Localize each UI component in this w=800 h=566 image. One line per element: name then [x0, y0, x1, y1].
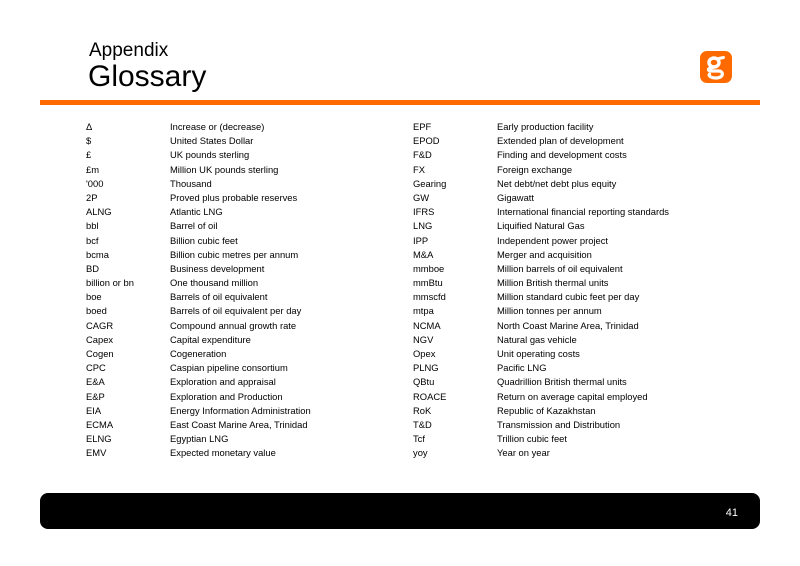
glossary-term: boed: [86, 305, 107, 317]
glossary-row: [413, 390, 669, 404]
page-title: Glossary: [88, 60, 207, 93]
glossary-term: RoK: [413, 404, 432, 416]
glossary-definition: Quadrillion British thermal units: [497, 376, 627, 388]
glossary-row: [86, 432, 311, 446]
glossary-row: [413, 262, 669, 276]
glossary-term: Opex: [413, 348, 436, 359]
glossary-row: [413, 134, 669, 148]
glossary-term: yoy: [413, 447, 428, 459]
glossary-definition: Increase or (decrease): [170, 121, 265, 132]
glossary-term: CAGR: [86, 319, 114, 331]
glossary-row: [86, 304, 311, 318]
glossary-term: FX: [413, 163, 425, 175]
glossary-term: ROACE: [413, 390, 447, 402]
glossary-term: Tcf: [413, 433, 425, 445]
glossary-term: bcma: [86, 248, 109, 260]
page-number: 41: [725, 507, 738, 519]
glossary-definition: UK pounds sterling: [170, 149, 250, 161]
glossary-row: [413, 219, 669, 233]
glossary-row: [413, 120, 669, 134]
glossary-definition: Unit operating costs: [497, 348, 580, 359]
glossary-definition: Expected monetary value: [170, 447, 276, 459]
glossary-row: [86, 134, 311, 148]
glossary-term: E&A: [86, 376, 105, 388]
glossary-definition: Cogeneration: [170, 348, 227, 359]
glossary-definition: One thousand million: [170, 277, 259, 289]
glossary-row: [413, 404, 669, 418]
glossary-row: [86, 234, 311, 248]
glossary-term: 2P: [86, 191, 98, 203]
glossary-row: [86, 418, 311, 432]
glossary-definition: Barrels of oil equivalent: [170, 291, 268, 303]
glossary-definition: Early production facility: [497, 121, 594, 132]
glossary-row: [413, 375, 669, 389]
glossary-row: [413, 276, 669, 290]
glossary-term: NGV: [413, 333, 434, 345]
glossary-row: [86, 347, 311, 361]
glossary-term: £m: [86, 163, 100, 175]
glossary-row: [413, 333, 669, 347]
glossary-definition: North Coast Marine Area, Trinidad: [497, 319, 639, 331]
glossary-row: [86, 361, 311, 375]
glossary-row: [413, 148, 669, 162]
glossary-row: [413, 361, 669, 375]
glossary-definition: Barrel of oil: [170, 220, 218, 232]
glossary-definition: Million standard cubic feet per day: [497, 291, 640, 303]
glossary-term: billion or bn: [86, 277, 134, 289]
glossary-term: mmBtu: [413, 277, 443, 289]
glossary-term: GW: [413, 191, 430, 203]
glossary-term: LNG: [413, 220, 433, 232]
glossary-definition: Foreign exchange: [497, 163, 573, 175]
glossary-term: Gearing: [413, 177, 447, 189]
glossary-term: ALNG: [86, 206, 112, 218]
glossary-definition: Thousand: [170, 177, 212, 189]
glossary-definition: Trillion cubic feet: [497, 433, 567, 445]
glossary-term: CPC: [86, 362, 106, 374]
glossary-term: bcf: [86, 234, 99, 246]
glossary-term: Δ: [86, 121, 93, 132]
glossary-definition: Atlantic LNG: [170, 206, 223, 218]
glossary-term: mmboe: [413, 262, 445, 274]
glossary-definition: International financial reporting standards: [497, 206, 669, 218]
glossary-term: BD: [86, 262, 100, 274]
glossary-row: [86, 319, 311, 333]
glossary-row: [413, 347, 669, 361]
glossary-row: [86, 333, 311, 347]
glossary-row: [86, 248, 311, 262]
glossary-definition: Transmission and Distribution: [497, 418, 621, 430]
glossary-row: [86, 205, 311, 219]
glossary-term: M&A: [413, 248, 434, 260]
glossary-term: EPOD: [413, 135, 440, 147]
glossary-definition: Exploration and Production: [170, 390, 283, 402]
glossary-term: boe: [86, 291, 102, 303]
glossary-definition: Million UK pounds sterling: [170, 163, 279, 175]
glossary-definition: Million tonnes per annum: [497, 305, 602, 317]
glossary-row: [413, 248, 669, 262]
glossary-term: T&D: [413, 418, 432, 430]
glossary-row: [86, 120, 311, 134]
glossary-row: [413, 446, 669, 460]
glossary-term: EIA: [86, 404, 102, 416]
glossary-row: [86, 390, 311, 404]
glossary-row: [86, 375, 311, 389]
glossary-term: £: [86, 149, 92, 161]
glossary-term: E&P: [86, 390, 105, 402]
glossary-definition: Pacific LNG: [497, 362, 547, 374]
glossary-definition: Merger and acquisition: [497, 248, 592, 260]
glossary-row: [86, 177, 311, 191]
glossary-row: [86, 262, 311, 276]
glossary-definition: Return on average capital employed: [497, 390, 648, 402]
glossary-term: IPP: [413, 234, 429, 246]
glossary-definition: Business development: [170, 262, 265, 274]
header-rule: [40, 100, 760, 105]
glossary-row: [413, 234, 669, 248]
glossary-row: [86, 219, 311, 233]
glossary-row: [86, 276, 311, 290]
glossary-definition: United States Dollar: [170, 135, 254, 147]
glossary-term: Capex: [86, 333, 114, 345]
company-logo: [700, 51, 732, 83]
glossary-term: NCMA: [413, 319, 441, 331]
glossary-definition: Compound annual growth rate: [170, 319, 297, 331]
glossary-definition: Billion cubic feet: [170, 234, 238, 246]
glossary-definition: Caspian pipeline consortium: [170, 362, 288, 374]
glossary-term: '000: [86, 177, 104, 189]
footer-bar: [40, 493, 760, 529]
glossary-row: [86, 290, 311, 304]
glossary-row: [413, 304, 669, 318]
glossary-row: [86, 446, 311, 460]
glossary-term: PLNG: [413, 362, 439, 374]
bg-logo-icon: [700, 51, 732, 83]
glossary-definition: Barrels of oil equivalent per day: [170, 305, 302, 317]
glossary-definition: Million barrels of oil equivalent: [497, 262, 623, 274]
glossary-definition: Net debt/net debt plus equity: [497, 177, 617, 189]
glossary-left-column: [86, 120, 311, 461]
glossary-term: IFRS: [413, 206, 435, 218]
glossary-term: Cogen: [86, 348, 114, 359]
glossary-row: [86, 163, 311, 177]
glossary-row: [413, 177, 669, 191]
glossary-row: [86, 191, 311, 205]
glossary-row: [86, 148, 311, 162]
page-subtitle: Appendix: [89, 40, 169, 61]
glossary-definition: Egyptian LNG: [170, 433, 229, 445]
glossary-definition: Exploration and appraisal: [170, 376, 276, 388]
glossary-row: [413, 418, 669, 432]
glossary-row: [413, 319, 669, 333]
glossary-definition: Republic of Kazakhstan: [497, 404, 596, 416]
glossary-row: [413, 290, 669, 304]
glossary-definition: Year on year: [497, 447, 550, 459]
glossary-row: [413, 163, 669, 177]
glossary-term: EMV: [86, 447, 107, 459]
glossary-definition: Billion cubic metres per annum: [170, 248, 299, 260]
glossary-term: mmscfd: [413, 291, 446, 303]
glossary-definition: Independent power project: [497, 234, 609, 246]
glossary-definition: East Coast Marine Area, Trinidad: [170, 418, 308, 430]
glossary-term: EPF: [413, 121, 432, 132]
glossary-definition: Liquified Natural Gas: [497, 220, 585, 232]
glossary-definition: Proved plus probable reserves: [170, 191, 298, 203]
glossary-definition: Extended plan of development: [497, 135, 624, 147]
glossary-row: [413, 191, 669, 205]
glossary-term: bbl: [86, 220, 99, 232]
glossary-right-column: [413, 120, 669, 461]
glossary-definition: Capital expenditure: [170, 333, 251, 345]
glossary-definition: Natural gas vehicle: [497, 333, 577, 345]
glossary-definition: Finding and development costs: [497, 149, 627, 161]
glossary-definition: Gigawatt: [497, 191, 534, 203]
glossary-term: F&D: [413, 149, 432, 161]
glossary-term: ELNG: [86, 433, 112, 445]
glossary-definition: Energy Information Administration: [170, 404, 311, 416]
glossary-definition: Million British thermal units: [497, 277, 609, 289]
glossary-term: QBtu: [413, 376, 435, 388]
glossary-term: mtpa: [413, 305, 434, 317]
glossary-term: $: [86, 135, 92, 147]
glossary-row: [86, 404, 311, 418]
glossary-row: [413, 432, 669, 446]
glossary-row: [413, 205, 669, 219]
glossary-term: ECMA: [86, 418, 114, 430]
